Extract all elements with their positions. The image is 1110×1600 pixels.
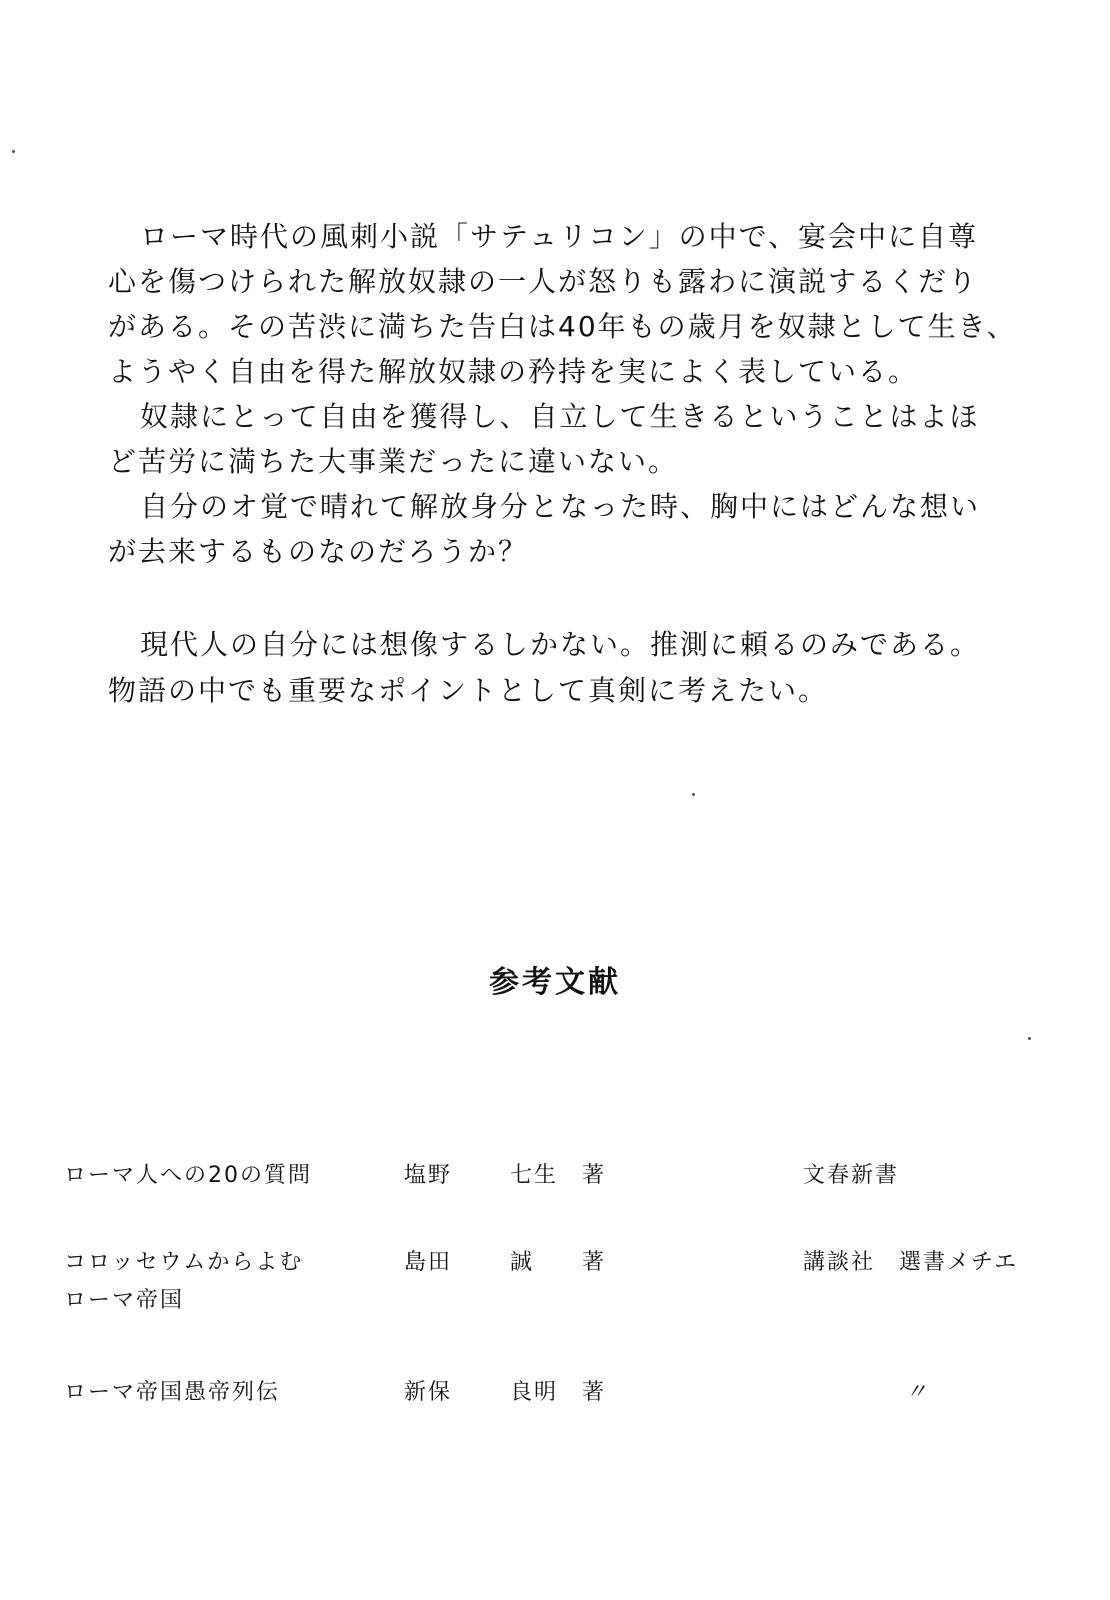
scan-speck — [12, 150, 15, 153]
reference-publisher: 講談社 選書メチエ — [803, 1250, 1019, 1275]
references-heading: 参考文献 — [489, 965, 621, 1000]
paragraph-1-line-1: ローマ時代の風刺小説「サテュリコン」の中で、宴会中に自尊 — [140, 220, 979, 253]
reference-author-given: 誠 — [510, 1250, 559, 1275]
paragraph-2-line-2: ど苦労に満ちた大事業だったに違いない。 — [108, 445, 679, 478]
body-text — [108, 214, 1017, 714]
reference-title: ローマ帝国愚帝列伝 — [64, 1380, 281, 1405]
reference-publisher-ditto-mark: 〃 — [905, 1380, 926, 1405]
paragraph-1-line-3: がある。その苦渋に満ちた告白は40年もの歳月を奴隷として生き、 — [108, 310, 1017, 343]
paragraph-4-line-2: 物語の中でも重要なポイントとして真剣に考えたい。 — [108, 674, 829, 707]
reference-title: コロッセウムからよむ ローマ帝国 — [64, 1250, 304, 1313]
paragraph-gap — [108, 574, 1008, 622]
paragraph-1-line-4: ようやく自由を得た解放奴隷の矜持を実によく表している。 — [108, 355, 919, 388]
reference-author-surname: 新保 — [404, 1380, 453, 1405]
paragraph-3-line-1: 自分のオ覚で晴れて解放身分となった時、胸中にはどんな想い — [140, 490, 981, 523]
paragraph-4-line-1: 現代人の自分には想像するしかない。推測に頼るのみである。 — [140, 628, 981, 661]
scan-speck — [692, 793, 695, 796]
reference-author-given: 七生 — [510, 1163, 559, 1188]
reference-title: ローマ人への20の質問 — [64, 1163, 312, 1188]
reference-author-surname: 塩野 — [404, 1163, 453, 1188]
reference-publisher: 文春新書 — [803, 1163, 900, 1188]
reference-author-role: 著 — [582, 1250, 605, 1275]
reference-author-role: 著 — [582, 1380, 605, 1405]
paragraph-3-line-2: が去来するものなのだろうか？ — [108, 535, 529, 568]
reference-author-surname: 島田 — [404, 1250, 453, 1275]
reference-author-given: 良明 — [510, 1380, 559, 1405]
scan-speck — [1028, 1037, 1031, 1040]
paragraph-1-line-2: 心を傷つけられた解放奴隷の一人が怒りも露わに演説するくだり — [108, 265, 979, 298]
reference-author-role: 著 — [582, 1163, 605, 1188]
paragraph-2-line-1: 奴隷にとって自由を獲得し、自立して生きるということはよほ — [140, 400, 980, 433]
